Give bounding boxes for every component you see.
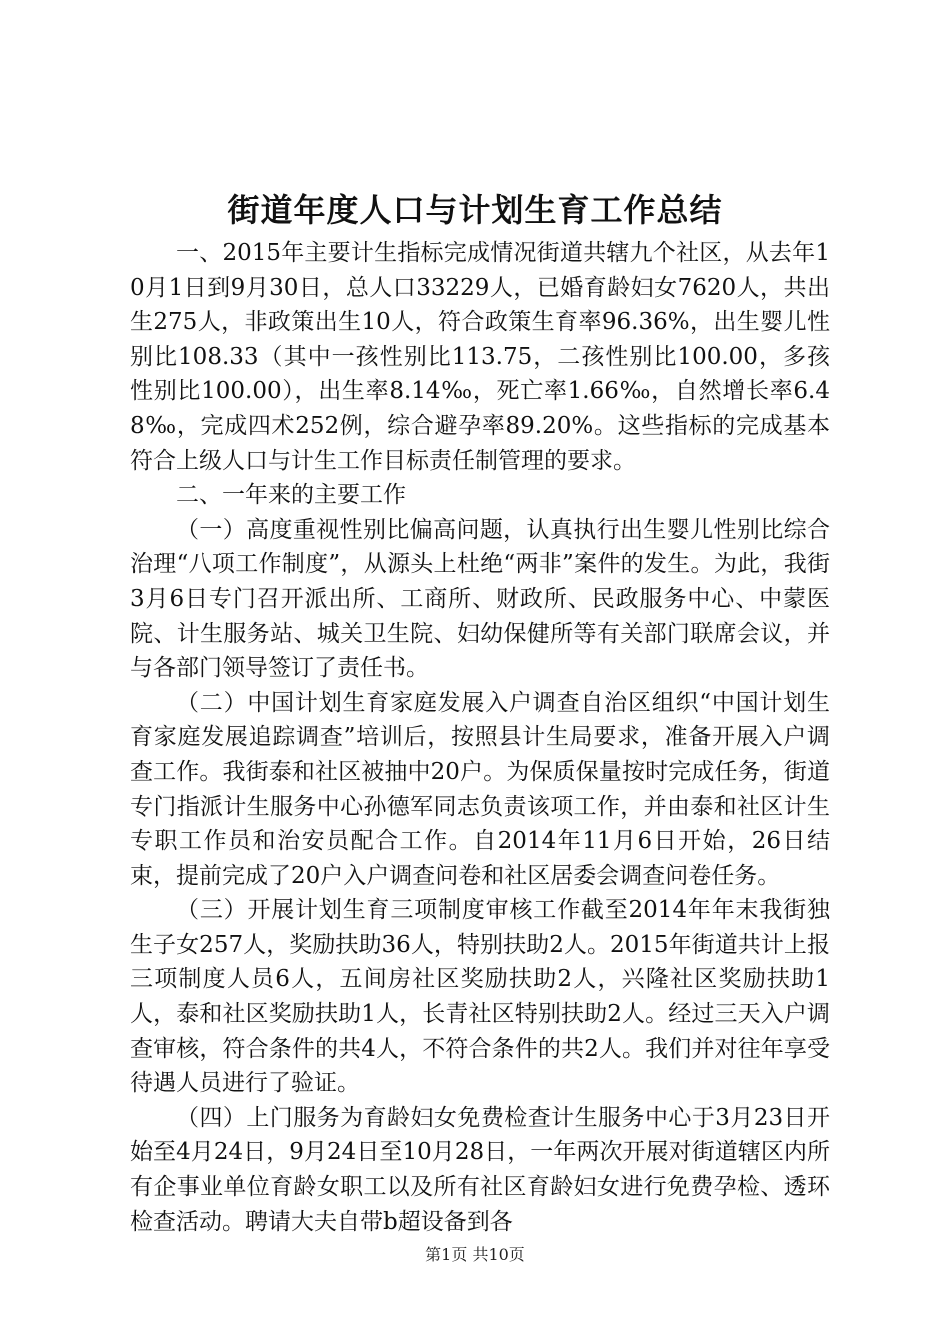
paragraph-indicators: 一、2015年主要计生指标完成情况街道共辖九个社区，从去年10月1日到9月30日，总人口33229人，已婚育龄妇女7620人，共出生275人，非政策出生10人，符合政策生育率96.36%，出生婴儿性别比108.33（其中一孩性别比113.75，二孩性别比100.00，多孩性别比100.00），出生率8.14‰，死亡率1.66‰，自然增长率6.48‰，完成四术252例，综合避孕率89.20%。这些指标的完成基本符合上级人口与计生工作目标责任制管理的要求。 [130, 240, 830, 474]
paragraph-three-systems: （三）开展计划生育三项制度审核工作截至2014年年末我街独生子女257人，奖励扶助36人，特别扶助2人。2015年街道共计上报三项制度人员6人，五间房社区奖励扶助2人，兴隆社区奖励扶助1人，泰和社区奖励扶助1人，长青社区特别扶助2人。经过三天入户调查审核，符合条件的共4人，不符合条件的共2人。我们并对往年享受待遇人员进行了验证。 [130, 897, 830, 1097]
paragraph-free-checkup: （四）上门服务为育龄妇女免费检查计生服务中心于3月23日开始至4月24日，9月24日至10月28日，一年两次开展对街道辖区内所有企事业单位育龄女职工以及所有社区育龄妇女进行免费孕检、透环检查活动。聘请大夫自带b超设备到各 [130, 1104, 830, 1235]
paragraph-sex-ratio: （一）高度重视性别比偏高问题，认真执行出生婴儿性别比综合治理“八项工作制度”，从源头上杜绝“两非”案件的发生。为此，我街3月6日专门召开派出所、工商所、财政所、民政服务中心、中蒙医院、计生服务站、城关卫生院、妇幼保健所等有关部门联席会议，并与各部门领导签订了责任书。 [130, 516, 830, 682]
section-heading-main-work: 二、一年来的主要工作 [176, 482, 406, 509]
document-title: 街道年度人口与计划生育工作总结 [227, 191, 723, 229]
page-number-footer: 第1页 共10页 [425, 1245, 525, 1264]
document-body [130, 236, 830, 1239]
paragraph-household-survey: （二）中国计划生育家庭发展入户调查自治区组织“中国计划生育家庭发展追踪调查”培训后，按照县计生局要求，准备开展入户调查工作。我街泰和社区被抽中20户。为保质保量按时完成任务，街道专门指派计生服务中心孙德军同志负责该项工作，并由泰和社区计生专职工作员和治安员配合工作。自2014年11月6日开始，26日结束，提前完成了20户入户调查问卷和社区居委会调查问卷任务。 [130, 689, 830, 889]
